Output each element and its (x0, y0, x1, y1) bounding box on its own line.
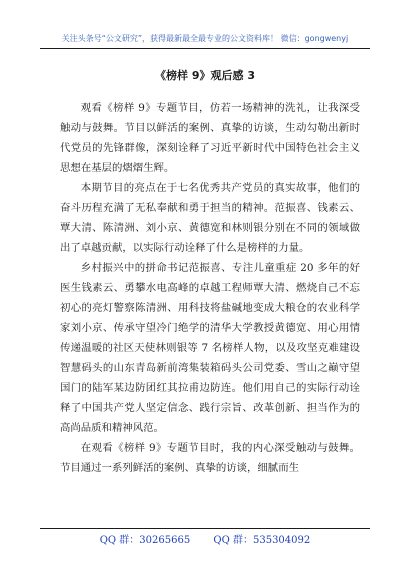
document-body (60, 98, 360, 478)
paragraph: 乡村振兴中的拼命书记范振喜、专注儿童重症 20 多年的好医生钱素云、勇攀水电高峰的卓越工程师覃大清、燃烧自己不忘初心的亮灯警察陈清洲、用科技将盐碱地变成大粮仓的农业科学家刘小京、传承守望冷门绝学的清华大学教授黄德宽、用心用情传递温暖的社区天使林则银等 7 名榜样人物，以及攻坚克难建设智慧码头的山东青岛新前湾集装箱码头公司党委、雪山之巅守望国门的陆军某边防团红其拉甫边防连。他们用自己的实际行动诠释了中国共产党人坚定信念、践行宗旨、改革创新、担当作为的高尚品质和精神风范。 (60, 262, 360, 434)
paragraph: 本期节目的亮点在于七名优秀共产党员的真实故事，他们的奋斗历程充满了无私奉献和勇于担当的精神。范振喜、钱素云、覃大清、陈清洲、刘小京、黄德宽和林则银分别在不同的领域做出了卓越贡献，以实际行动诠释了什么是榜样的力量。 (60, 182, 360, 254)
footer-qq-group-2: QQ 群：535304092 (213, 535, 311, 546)
footer (40, 534, 370, 548)
paragraph: 在观看《榜样 9》专题节目时，我的内心深受触动与鼓舞。节目通过一系列鲜活的案例、真挚的访谈，细腻而生 (60, 442, 360, 474)
footer-divider (40, 528, 370, 529)
header-note: 关注头条号“公文研究”，获得最新最全最专业的公文资料库！ 微信：gongwenyj (61, 34, 349, 43)
header-divider (40, 48, 370, 49)
paragraph: 观看《榜样 9》专题节目，仿若一场精神的洗礼，让我深受触动与鼓舞。节目以鲜活的案例、真挚的访谈，生动勾勒出新时代党员的先锋群像，深刻诠释了习近平新时代中国特色社会主义思想在基层的熠熠生辉。 (60, 102, 360, 174)
document-title: 《榜样 9》观后感 3 (155, 69, 255, 82)
footer-qq-group-1: QQ 群：30265665 (99, 535, 191, 546)
